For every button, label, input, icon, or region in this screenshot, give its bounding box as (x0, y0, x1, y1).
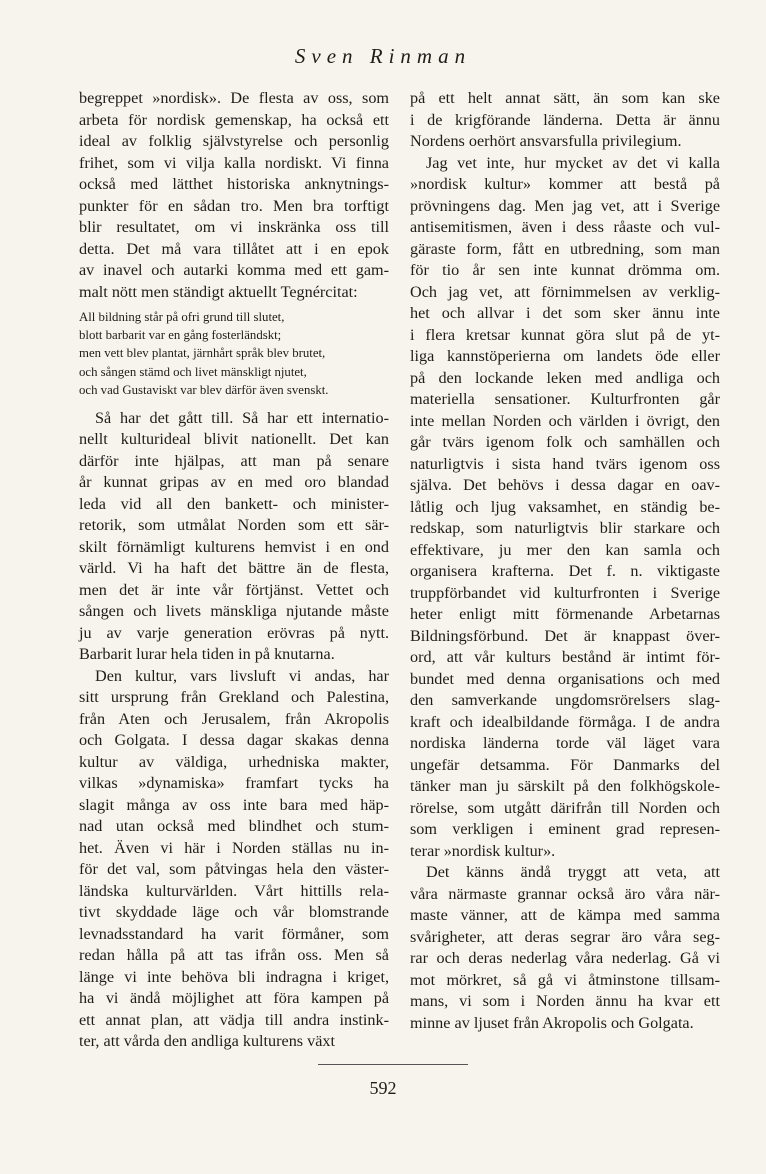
text-line: punkter för en sådan tro. Men bra torftigt (79, 196, 389, 215)
text-line: Det känns ändå tryggt att veta, att (426, 863, 720, 881)
text-line: liga kannstöperierna om landets öde eller (410, 347, 720, 365)
text-line: slagit många av oss inte bara med häp- (79, 795, 389, 814)
paragraph (410, 862, 720, 1034)
text-line: terar »nordisk kultur». (410, 841, 556, 860)
text-line: som verkligen i eminent grad represen- (410, 820, 720, 838)
text-line: redan hålla på att tas ifrån oss. Men så (79, 946, 389, 965)
text-line: organisera krafterna. Det f. n. viktigaste (410, 562, 720, 580)
text-line: ju av varje generation erövras på nytt. (79, 623, 389, 642)
left-column (79, 88, 389, 1053)
text-line: går tvärs igenom folk och samhällen och (410, 433, 720, 451)
text-line: het. Även vi här i Norden ställas nu in- (79, 838, 389, 857)
text-line: begreppet »nordisk». De flesta av oss, som (79, 89, 389, 107)
text-line: Och jag vet, att förnimmelsen av verklig- (410, 282, 720, 301)
text-line: frihet, som vi vilja kalla nordiskt. Vi finna (79, 153, 389, 172)
running-title: Sven Rinman (294, 44, 472, 68)
text-line: mot mörkret, så gå vi åtminstone tillsam- (410, 970, 720, 989)
text-line: maste vänner, att de kämpa med samma (410, 906, 720, 924)
text-line: tänker man ju särskilt på den folkhögskole- (410, 777, 720, 795)
text-line: truppförbandet vid kulturfronten i Sverige (410, 583, 720, 602)
text-line: den samverkande ungdomsrörelsers slag- (410, 691, 720, 709)
text-line: Jag vet inte, hur mycket av det vi kalla (426, 153, 720, 172)
text-line: Så har det gått till. Så har ett internatio- (95, 408, 389, 427)
text-line: vilkas »dynamiska» framfart tycks ha (79, 774, 389, 793)
text-line: arbeta för nordisk gemenskap, ha också ett (79, 110, 389, 129)
text-line: gäraste form, fått en utbredning, som man (410, 239, 720, 258)
text-line: retorik, som utmålat Norden som ett sär- (79, 516, 389, 535)
text-line: redskap, som naturligtvis blir starkare och (410, 519, 720, 537)
poem-line: blott barbarit var en gång fosterländskt; (79, 328, 282, 343)
text-line: nad utan också med blindhet och stum- (79, 817, 389, 836)
text-line: tivt skyddade läge och vår blomstrande (79, 903, 389, 922)
text-line: på ett helt annat sätt, än som kan ske (410, 89, 720, 107)
text-line: skilt förnämligt kulturens hemvist i en ond (79, 537, 389, 556)
text-line: heter enligt mitt förmenande Arbetarnas (410, 605, 720, 623)
right-column (410, 88, 720, 1034)
text-line: i de krigförande länderna. Detta är ännu (410, 110, 720, 129)
text-line: på den lockande leken med andliga och (410, 368, 720, 387)
poem-quote (79, 308, 389, 399)
text-line: Barbarit lurar hela tiden in på knutarna. (79, 645, 335, 664)
text-line: blir resultatet, om vi inskränka oss till (79, 218, 389, 236)
paragraph (79, 408, 389, 666)
poem-line: men vett blev plantat, järnhårt språk blev brutet, (79, 346, 326, 361)
text-line: själva. Det behövs i dessa dagar en oav- (410, 476, 720, 494)
text-line: effektivare, ju mer den kan samla och (410, 540, 720, 559)
text-line: nellt kulturideal blivit nationellt. Det kan (79, 430, 389, 449)
text-line: nordiska länderna torde väl läget vara (410, 734, 720, 752)
text-line: naturligtvis i sista hand tvärs igenom oss (410, 454, 720, 473)
text-line: ett annat plan, att vädja till andra instink- (79, 1010, 389, 1029)
text-line: ha vi ändå möjlighet att föra kampen på (79, 989, 389, 1008)
text-line: prövningens dag. Men jag vet, att i Sverige (410, 196, 720, 215)
text-line: Den kultur, vars livsluft vi andas, har (95, 666, 389, 685)
text-line: levnadsstandard ha varit förmåner, som (79, 924, 389, 943)
text-line: för tio år sen inte kunnat drömma om. (410, 261, 720, 279)
text-line: sitt ursprung från Grekland och Palestina, (79, 688, 389, 707)
text-line: värld. Vi ha haft det bättre än de flesta, (79, 559, 389, 578)
text-line: bundet med denna organisations och med (410, 669, 720, 688)
text-line: år kunnat gripas av en med oro blandad (79, 473, 389, 492)
text-line: av inavel och autarki komma med ett gam- (79, 261, 389, 279)
text-line: ord, att vår kulturs bestånd är intimt för- (410, 648, 720, 666)
text-line: het och allvar i det som sker ännu inte (410, 304, 720, 322)
text-line: leda vid all den bankett- och minister- (79, 494, 389, 513)
text-line: detta. Det må vara tillåtet att i en epok (79, 239, 389, 258)
paragraph (410, 88, 720, 153)
text-line: Nordens oerhört ansvarsfulla privilegium. (410, 132, 682, 150)
page-number: 592 (369, 1078, 397, 1098)
text-line: inte mellan Norden och världen i övrigt, den (410, 411, 720, 430)
text-line: malt nött men ständigt aktuellt Tegnércitat: (79, 282, 358, 301)
text-line: ungefär detsamma. För Danmarks del (410, 755, 720, 774)
text-line: materiella sensationer. Kulturfronten går (410, 390, 720, 408)
text-line: länge vi inte behöva bli indragna i kriget, (79, 967, 389, 986)
paragraph (79, 666, 389, 1053)
text-line: Bildningsförbund. Det är knappast över- (410, 626, 720, 645)
paragraph (79, 88, 389, 303)
text-line: men det är inte vår förtjänst. Vettet och (79, 580, 389, 599)
text-line: rörelse, som utgått därifrån till Norden och (410, 798, 720, 817)
text-line: också med lätthet historiska anknytnings- (79, 175, 389, 193)
text-line: minne av ljuset från Akropolis och Golgata. (410, 1013, 694, 1032)
text-line: från Aten och Jerusalem, från Akropolis (79, 709, 389, 728)
text-line: ideal av folklig självstyrelse och personlig (79, 132, 389, 150)
text-line: ter, att vårda den andliga kulturens växt (79, 1032, 336, 1051)
text-line: sången och livets mänskliga njutande måste (79, 602, 389, 621)
text-line: rar och deras nederlag våra nederlag. Gå vi (410, 949, 720, 967)
text-line: våra närmaste grannar också äro våra när- (410, 884, 720, 903)
text-line: »nordisk kultur» kommer att bestå på (410, 175, 720, 193)
poem-line: och vad Gustaviskt var blev därför även svenskt. (79, 382, 329, 397)
poem-line: och sången stämd och livet mänskligt njutet, (79, 364, 307, 379)
text-line: kultur av väldiga, urhedniska makter, (79, 752, 389, 771)
text-line: därför inte hjälpas, att man på senare (79, 451, 389, 470)
poem-line: All bildning står på ofri grund till slutet, (79, 310, 285, 324)
text-line: antisemitismen, även i dess råaste och vul- (410, 218, 720, 236)
text-line: ländska kulturvärlden. Vårt hittills rela- (79, 881, 389, 900)
text-line: kraft och idealbildande förmåga. I de andra (410, 712, 720, 731)
text-line: svårigheter, att deras segrar äro våra seg- (410, 927, 720, 946)
text-line: låtlig och ljug vaksamhet, en ständig be- (410, 497, 720, 516)
paragraph (410, 153, 720, 863)
text-line: för det val, som påtvingas hela den väster- (79, 860, 389, 879)
footer-rule (318, 1064, 468, 1065)
text-line: och Golgata. I dessa dagar skakas denna (79, 731, 389, 750)
text-line: i flera kretsar kunnat göra slut på de yt- (410, 325, 720, 344)
text-line: mans, vi som i Norden ännu ha kvar ett (410, 992, 720, 1010)
